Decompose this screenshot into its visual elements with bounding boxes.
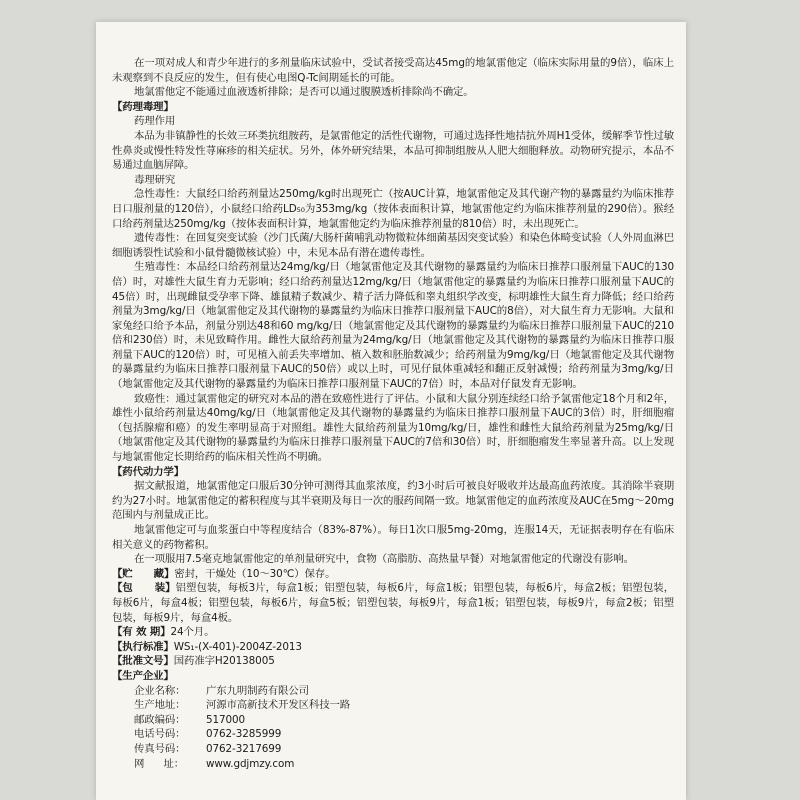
field-key: 网 址： bbox=[134, 757, 185, 770]
approval-text: 国药准字H20138005 bbox=[173, 655, 275, 668]
pharm-tox-heading: 【药理毒理】 bbox=[112, 100, 174, 113]
pharmacology-title: 药理作用 bbox=[134, 115, 176, 128]
validity-text: 24个月。 bbox=[170, 626, 215, 639]
field-value: 广东九明制药有限公司 bbox=[206, 684, 309, 697]
carcinogenicity-text: 致癌性：通过氯雷他定的研究对本品的潜在致癌性进行了评估。小鼠和大鼠分别连续经口给予氯雷他定18个月和2年，雄性小鼠给药剂量达40mg/kg/日（地氯雷他定及其代谢物的暴露量约为临床日推荐口服剂量下AUC的3倍）时，肝细胞瘤（包括腺瘤和癌）的发生率明显高于对照组。雄性大鼠给药剂量为10mg/kg/日，雄性和雌性大鼠给药剂量为25mg/kg/日（地氯雷他定及其代谢物的暴露量约为临床日推荐口服剂量下AUC的7倍和30倍）时，肝细胞瘤发生率显著升高。以上发现与地氯雷他定长期给药的临床相关性尚不明确。 bbox=[112, 392, 674, 464]
manufacturer-heading: 【生产企业】 bbox=[112, 669, 174, 682]
manufacturer-postcode-row bbox=[112, 713, 674, 728]
leaflet-content bbox=[112, 56, 674, 771]
manufacturer-website-row bbox=[112, 757, 674, 772]
package-label: 【包 装】 bbox=[112, 582, 176, 595]
standard-label: 【执行标准】 bbox=[112, 640, 174, 653]
pharmacology-text: 本品为非镇静性的长效三环类抗组胺药，是氯雷他定的活性代谢物，可通过选择性地拮抗外周H1受体，缓解季节性过敏性鼻炎或慢性特发性荨麻疹的相关症状。另外，体外研究结果，本品可抑制组胺从人肥大细胞释放。动物研究提示，本品不易通过血脑屏障。 bbox=[112, 129, 674, 172]
field-value: 0762-3217699 bbox=[206, 742, 282, 755]
pk-heading: 【药代动力学】 bbox=[112, 465, 185, 478]
package-row bbox=[112, 581, 674, 625]
field-key: 企业名称： bbox=[134, 684, 186, 697]
dialysis-paragraph: 地氯雷他定不能通过血液透析排除；是否可以通过腹膜透析排除尚不确定。 bbox=[134, 86, 474, 99]
approval-label: 【批准文号】 bbox=[112, 655, 174, 668]
storage-text: 密封，干燥处（10～30℃）保存。 bbox=[174, 567, 336, 580]
field-value: www.gdjmzy.com bbox=[206, 757, 295, 770]
validity-row bbox=[112, 625, 674, 640]
pk-paragraph-2: 地氯雷他定可与血浆蛋白中等程度结合（83%-87%）。每日1次口服5mg-20mg，连服14天，无证据表明存在有临床相关意义的药物蓄积。 bbox=[112, 524, 674, 551]
leaflet-page bbox=[96, 22, 686, 800]
toxicology-title: 毒理研究 bbox=[134, 173, 176, 186]
standard-text: WS₁-(X-401)-2004Z-2013 bbox=[173, 640, 302, 653]
manufacturer-fax-row bbox=[112, 742, 674, 757]
field-key: 生产地址： bbox=[134, 699, 186, 712]
standard-row bbox=[112, 640, 674, 655]
manufacturer-address-row bbox=[112, 698, 674, 713]
field-value: 河源市高新技术开发区科技一路 bbox=[206, 699, 351, 712]
field-key: 传真号码： bbox=[134, 742, 186, 755]
pk-paragraph-1: 据文献报道，地氯雷他定口服后30分钟可测得其血浆浓度，约3小时后可被良好吸收并达最高血药浓度。其消除半衰期约为27小时。地氯雷他定的蓄积程度与其半衰期及每日一次的服药间隔一致。地氯雷他定的血药浓度及AUC在5mg～20mg范围内与剂量成正比。 bbox=[112, 480, 674, 522]
pk-paragraph-3: 在一项服用7.5毫克地氯雷他定的单剂量研究中，食物（高脂肪、高热量早餐）对地氯雷他定的代谢没有影响。 bbox=[134, 553, 634, 566]
field-value: 0762-3285999 bbox=[206, 728, 282, 741]
genetic-toxicity-text: 遗传毒性：在回复突变试验（沙门氏菌/大肠杆菌哺乳动物微粒体细菌基因突变试验）和染色体畸变试验（人外周血淋巴细胞诱裂性试验和小鼠骨髓微核试验）中，未见本品有潜在遗传毒性。 bbox=[112, 232, 674, 259]
overdose-paragraph: 在一项对成人和青少年进行的多剂量临床试验中，受试者接受高达45mg的地氯雷他定（临床实际用量的9倍），临床上未观察到不良反应的发生，但有使心电图Q-Tc间期延长的可能。 bbox=[112, 57, 674, 84]
field-key: 电话号码： bbox=[134, 728, 186, 741]
reproductive-toxicity-text: 生殖毒性：本品经口给药剂量达24mg/kg/日（地氯雷他定及其代谢物的暴露量约为临床日推荐口服剂量下AUC的130倍）时，对雄性大鼠生育力无影响；经口给药剂量达12mg/kg/日（地氯雷他定的暴露量约为临床日推荐口服剂量下AUC的45倍）时，出现雌鼠受孕率下降、雄鼠精子数减少、精子活力降低和睾丸组织学改变，标明雄性大鼠生育力降低；经口给药剂量为3mg/kg/日（地氯雷他定及其代谢物的暴露量约为临床日推荐口服剂量下AUC的8倍），对大鼠生育力无影响。大鼠和家兔经口给予本品，剂量分别达48和60 mg/kg/日（地氯雷他定及其代谢物的暴露量约为临床日推荐口服剂量下AUC的210倍和230倍）时，未见致畸作用。雌性大鼠给药剂量为24mg/kg/日（地氯雷他定及其代谢物的暴露量约为临床日推荐口服剂量下AUC的120倍）时，可见植入前丢失率增加、植入数和胚胎数减少；给药剂量为9mg/kg/日（地氯雷他定及其代谢物的暴露量约为临床日推荐口服剂量下AUC的50倍）或以上时，可见仔鼠体重减轻和翻正反射减慢；给药剂量为3mg/kg/日（地氯雷他定及其代谢物的暴露量约为临床日推荐口服剂量下AUC的7倍）时，本品对仔鼠发育无影响。 bbox=[112, 261, 674, 391]
field-value: 517000 bbox=[206, 713, 246, 726]
approval-row bbox=[112, 654, 674, 669]
acute-toxicity-text: 急性毒性：大鼠经口给药剂量达250mg/kg时出现死亡（按AUC计算，地氯雷他定及其代谢产物的暴露量约为临床推荐日口服剂量的120倍），小鼠经口给药LD₅₀为353mg/kg（按体表面积计算，地氯雷他定约为临床推荐剂量的290倍）。猴经口给药剂量达250mg/kg（按体表面积计算，地氯雷他定约为临床推荐剂量的810倍）时，未出现死亡。 bbox=[112, 188, 674, 230]
manufacturer-phone-row bbox=[112, 727, 674, 742]
field-key: 邮政编码： bbox=[134, 713, 186, 726]
package-text: 铝塑包装，每板3片，每盒1板；铝塑包装，每板6片，每盒1板；铝塑包装，每板6片，每盒2板；铝塑包装，每板6片，每盒4板；铝塑包装，每板6片，每盒5板；铝塑包装，每板9片，每盒1板；铝塑包装，每板9片，每盒2板；铝塑包装，每板9片，每盒4板。 bbox=[112, 582, 674, 624]
storage-label: 【贮 藏】 bbox=[112, 567, 175, 580]
validity-label: 【有 效 期】 bbox=[112, 626, 171, 639]
manufacturer-name-row bbox=[112, 684, 674, 699]
storage-row bbox=[112, 567, 674, 582]
